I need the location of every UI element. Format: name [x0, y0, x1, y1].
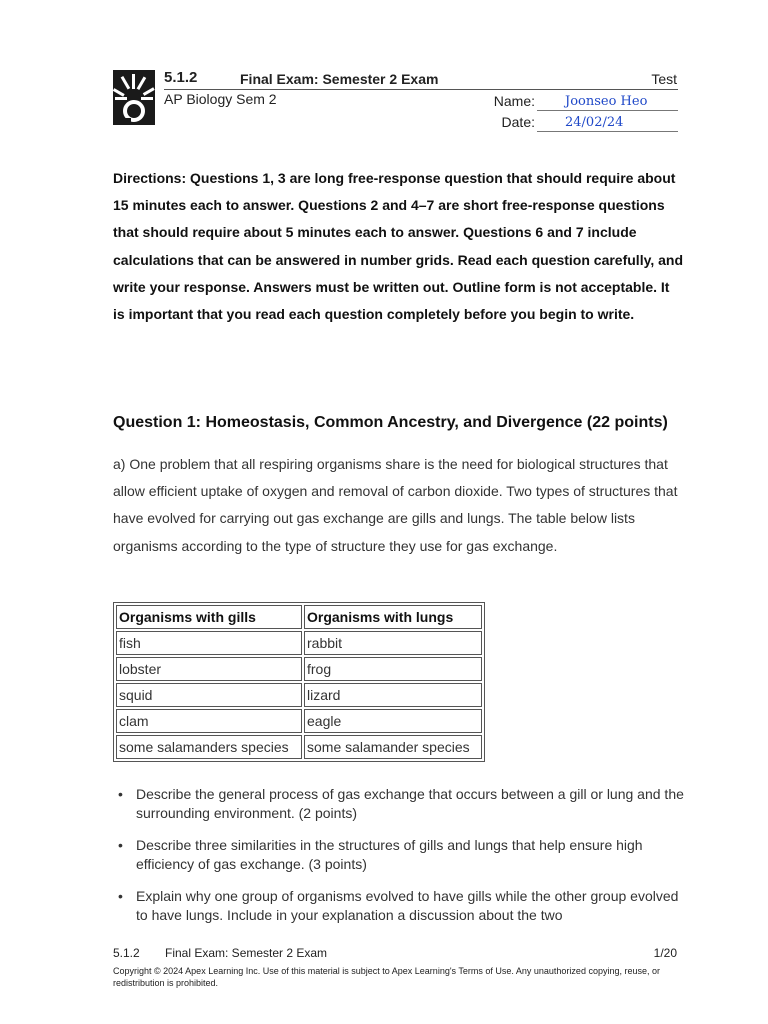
- table-row: [116, 657, 482, 681]
- table-cell: lobster: [116, 657, 302, 681]
- table-cell: fish: [116, 631, 302, 655]
- table-cell: some salamanders species: [116, 735, 302, 759]
- gas-exchange-table: [113, 602, 485, 762]
- question-intro: a) One problem that all respiring organisms share is the need for biological structures that allow efficient uptake of oxygen and removal of carbon dioxide. Two types of structures that have evolved for carrying out gas exchange are gills and lungs. The table below lists organisms according to the type of structure they use for gas exchange.: [113, 456, 678, 554]
- list-item: • Describe the general process of gas exchange that occurs between a gill or lung and the surrounding environment. (2 points): [113, 785, 685, 822]
- name-field[interactable]: Joonseo Heo: [537, 92, 678, 111]
- table-row: [116, 735, 482, 759]
- assessment-type: Test: [651, 71, 677, 87]
- table-header-gills: Organisms with gills: [116, 605, 302, 629]
- table-cell: lizard: [304, 683, 482, 707]
- list-item: • Explain why one group of organisms evolved to have gills while the other group evolved to have lungs. Include in your explanation a discussion about the two: [113, 887, 685, 924]
- table-cell: squid: [116, 683, 302, 707]
- table-cell: rabbit: [304, 631, 482, 655]
- footer-title: Final Exam: Semester 2 Exam: [165, 946, 328, 960]
- header-rule: [164, 89, 678, 90]
- question-bullets: [113, 785, 685, 938]
- date-label: Date:: [501, 114, 535, 130]
- table-header-row: [116, 605, 482, 629]
- table-cell: some salamander species: [304, 735, 482, 759]
- table-row: [116, 631, 482, 655]
- page-number: 1/20: [653, 946, 677, 960]
- table-cell: eagle: [304, 709, 482, 733]
- table-row: [116, 683, 482, 707]
- apex-sunburst-logo-icon: [113, 70, 155, 125]
- lesson-code: 5.1.2: [164, 69, 198, 86]
- table-cell: frog: [304, 657, 482, 681]
- list-item: • Describe three similarities in the structures of gills and lungs that help ensure high efficiency of gas exchange. (3 points): [113, 836, 685, 873]
- exam-title: Final Exam: Semester 2 Exam: [240, 71, 439, 87]
- table-cell: clam: [116, 709, 302, 733]
- name-label: Name:: [493, 93, 535, 109]
- copyright-notice: Copyright © 2024 Apex Learning Inc. Use of this material is subject to Apex Learning's Terms of Use. Any unauthorized copying, reuse, or redistribution is prohibited.: [113, 966, 660, 988]
- directions-text: Directions: Questions 1, 3 are long free-response question that should require about 15 minutes each to answer. Questions 2 and 4–7 are short free-response questions that should require about 5 minutes each to answer. Questions 6 and 7 include calculations that can be answered in number grids. Read each question carefully, and write your response. Answers must be written out. Outline form is not acceptable. It is important that you read each question completely before you begin to write.: [113, 170, 684, 323]
- question-heading: Question 1: Homeostasis, Common Ancestry, and Divergence (22 points): [113, 414, 668, 431]
- footer-lesson-code: 5.1.2: [113, 946, 140, 960]
- table-row: [116, 709, 482, 733]
- course-name: AP Biology Sem 2: [164, 91, 277, 107]
- table-header-lungs: Organisms with lungs: [304, 605, 482, 629]
- date-field[interactable]: 24/02/24: [537, 113, 678, 132]
